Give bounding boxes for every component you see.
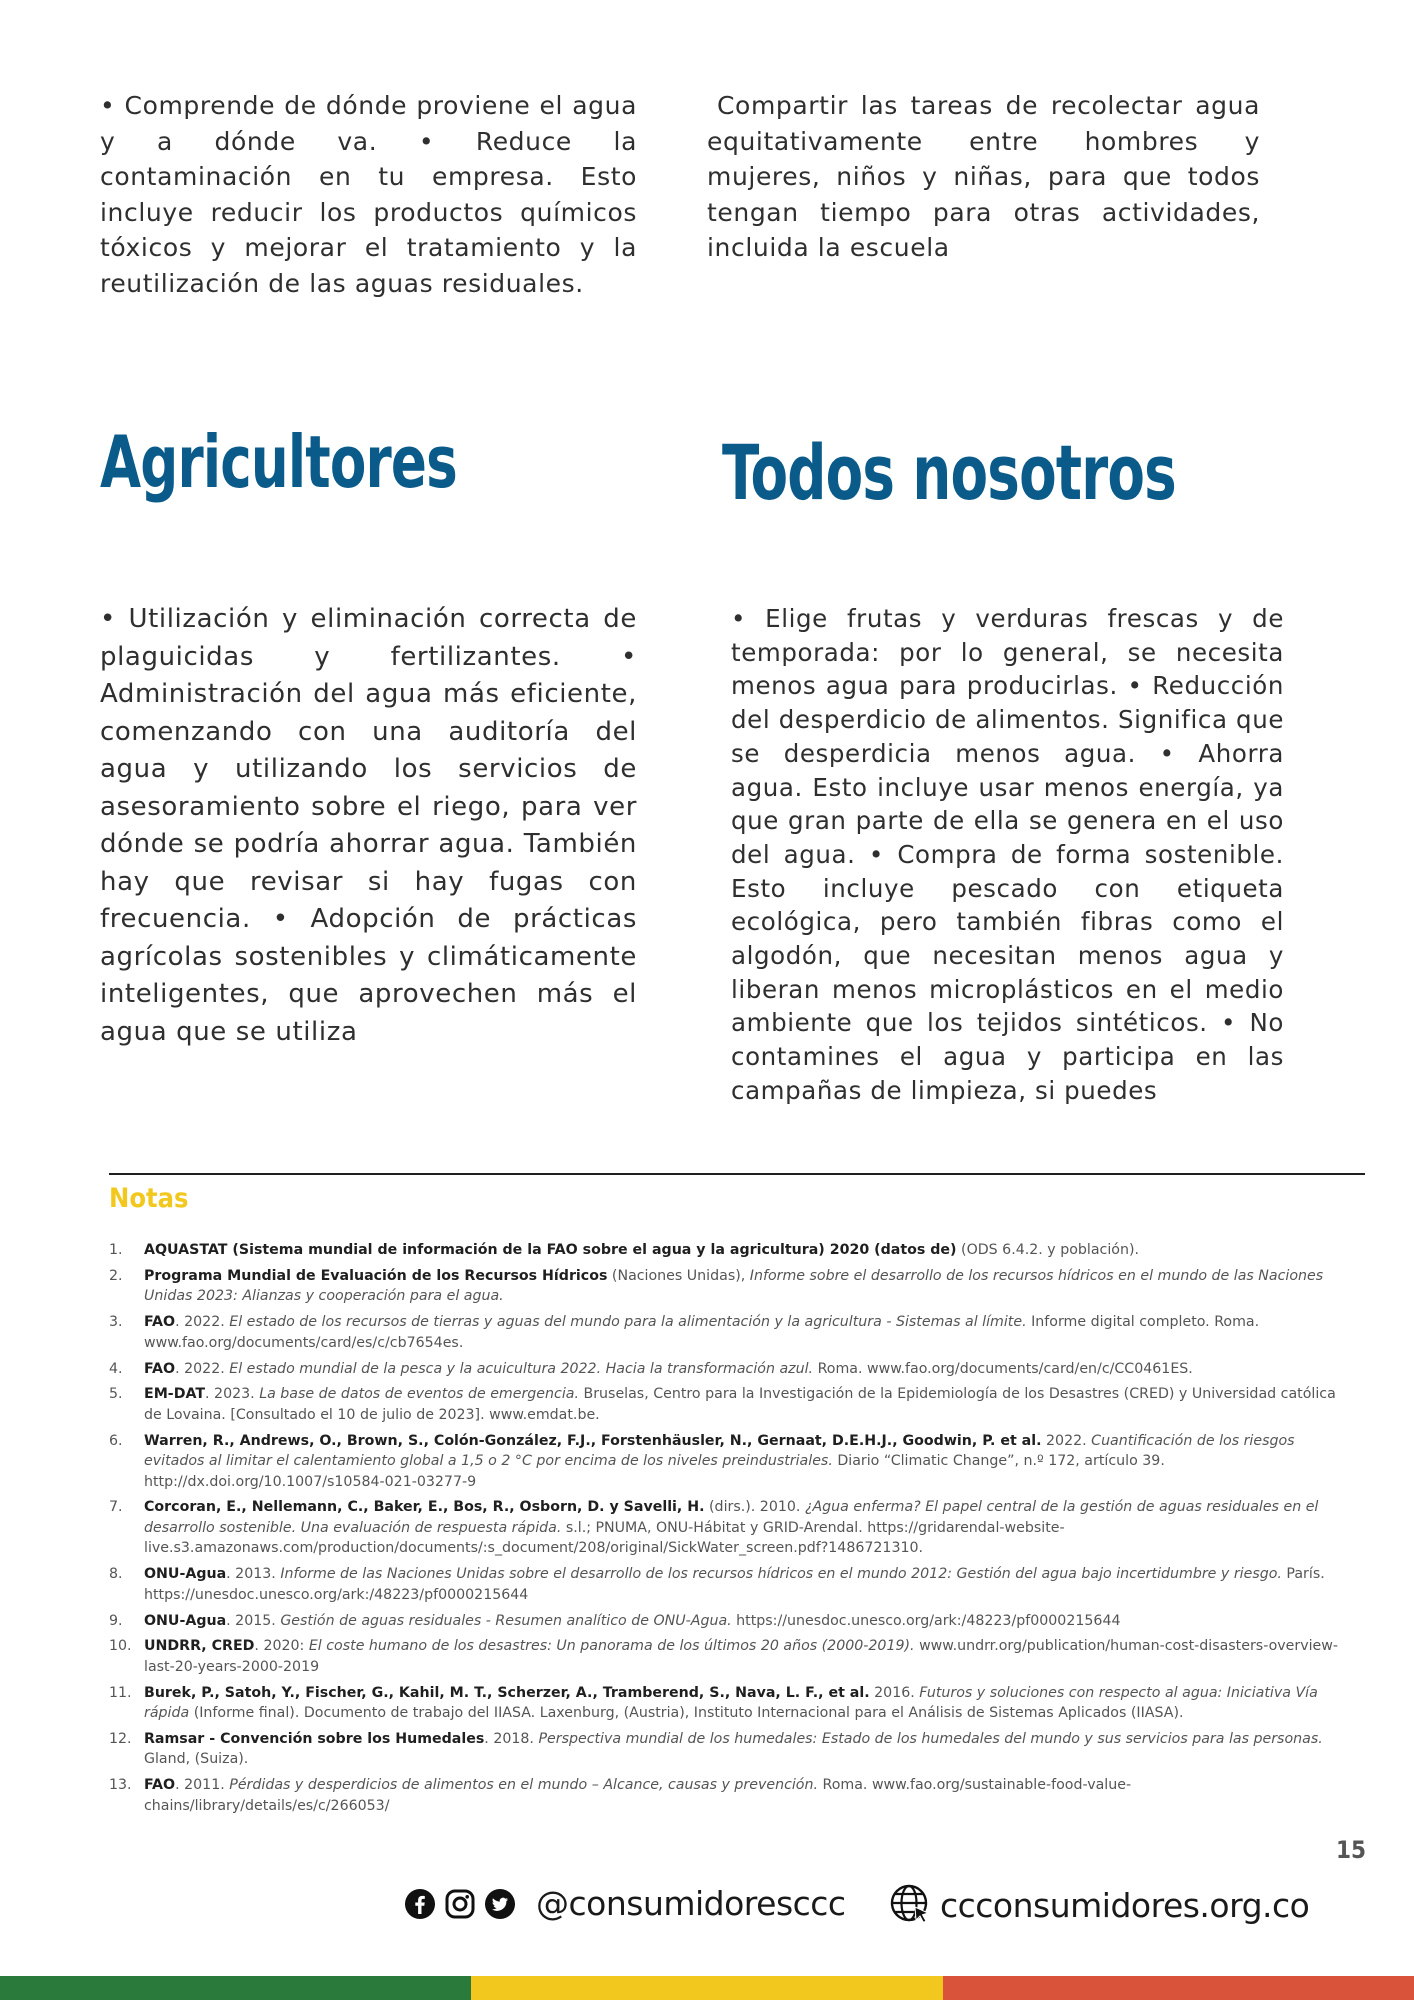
note-date: . 2018. [484, 1731, 539, 1748]
note-date: . 2022. [175, 1314, 230, 1331]
note-author: ONU-Agua [144, 1612, 227, 1629]
note-item [109, 1636, 1353, 1677]
social-links [404, 1884, 846, 1923]
note-text [144, 1564, 1353, 1605]
note-title: Gestión de aguas residuales - Resumen analítico de ONU-Agua. [280, 1612, 732, 1629]
note-date: (ODS 6.4.2. y población). [956, 1242, 1139, 1258]
note-item [109, 1359, 1353, 1379]
footer-bar-red [943, 1976, 1414, 2000]
note-text [144, 1683, 1353, 1724]
note-author: ONU-Agua [144, 1566, 227, 1583]
note-number: 9. [109, 1612, 123, 1629]
social-handle[interactable]: @consumidoresccc [536, 1884, 846, 1923]
note-source: Gland, (Suiza). [144, 1751, 249, 1768]
notes-title: Notas [109, 1183, 189, 1214]
note-source: Informe digital completo. Roma. www.fao.org/documents/card/es/c/cb7654es. [144, 1314, 1260, 1351]
note-title: Informe de las Naciones Unidas sobre el desarrollo de los recursos hídricos en el mundo 2012: Gestión del agua bajo incertidumbre y riesgo. [280, 1566, 1282, 1583]
note-date: . 2022. [175, 1360, 230, 1377]
note-number: 2. [109, 1267, 123, 1284]
note-date: (dirs.). 2010. [704, 1499, 805, 1516]
instagram-icon[interactable] [444, 1888, 476, 1920]
top-left-paragraph: • Comprende de dónde proviene el agua y a dónde va. • Reduce la contaminación en tu empresa. Esto incluye reducir los productos químicos tóxicos y mejorar el tratamiento y la reutilización de las aguas residuales. [100, 91, 637, 298]
note-text [144, 1312, 1353, 1353]
note-text [144, 1384, 1353, 1425]
note-title: El estado mundial de la pesca y la acuicultura 2022. Hacia la transformación azul. [229, 1360, 814, 1377]
note-source: Roma. www.fao.org/sustainable-food-value-chains/library/details/es/c/266053/ [144, 1777, 1132, 1814]
top-right-paragraph: Compartir las tareas de recolectar agua equitativamente entre hombres y mujeres, niños y niñas, para que todos tengan tiempo para otras actividades, incluida la escuela [707, 91, 1260, 262]
heading-agricultores: Agricultores [100, 420, 457, 504]
heading-todos-nosotros: Todos nosotros [722, 428, 1176, 517]
todos-nosotros-body: • Elige frutas y verduras frescas y de temporada: por lo general, se necesita menos agua para producirlas. • Reducción del desperdicio de alimentos. Significa que se desperdicia menos agua. • Ahorra agua. Esto incluye usar menos energía, ya que gran parte de ella se genera en el uso del agua. • Compra de forma sostenible. Esto incluye pescado con etiqueta ecológica, pero también fibras como el algodón, que necesitan menos agua y liberan menos microplásticos en el medio ambiente que los tejidos sintéticos. • No contamines el agua y participa en las campañas de limpieza, si puedes [731, 604, 1284, 1105]
note-number: 4. [109, 1360, 123, 1377]
note-text [144, 1266, 1353, 1307]
notes-divider [109, 1173, 1365, 1175]
note-text [144, 1431, 1353, 1492]
footer-bar-yellow [471, 1976, 943, 2000]
notes-list [109, 1240, 1353, 1822]
note-number: 1. [109, 1242, 123, 1258]
note-source: s.l.; PNUMA, ONU-Hábitat y GRID-Arendal. https://gridarendal-website-live.s3.amazonaws.com/production/documents/:s_document/208/original/SickWater_screen.pdf?1486721310. [144, 1519, 1065, 1557]
note-author: Ramsar - Convención sobre los Humedales [144, 1731, 485, 1748]
note-item [109, 1266, 1353, 1307]
website-link[interactable] [888, 1882, 1309, 1928]
note-source: París. https://unesdoc.unesco.org/ark:/48223/pf0000215644 [144, 1566, 1325, 1603]
note-number: 8. [109, 1566, 123, 1583]
note-author: Programa Mundial de Evaluación de los Recursos Hídricos [144, 1267, 608, 1284]
note-date: . 2020: [254, 1638, 309, 1655]
note-title: ¿Agua enferma? El papel central de la gestión de aguas residuales en el desarrollo sostenible. Una evaluación de respuesta rápida. [144, 1499, 1319, 1536]
note-item [109, 1431, 1353, 1492]
note-title: Pérdidas y desperdicios de alimentos en el mundo – Alcance, causas y prevención. [229, 1777, 818, 1794]
note-text [144, 1497, 1353, 1558]
globe-cursor-icon [888, 1882, 934, 1928]
note-date: . 2015. [226, 1612, 281, 1629]
note-source: Roma. www.fao.org/documents/card/en/c/CC0461ES. [813, 1360, 1193, 1377]
note-item [109, 1312, 1353, 1353]
note-item [109, 1775, 1353, 1816]
note-item [109, 1564, 1353, 1605]
note-number: 10. [109, 1638, 132, 1655]
note-title: Futuros y soluciones con respecto al agua: Iniciativa Vía rápida [144, 1684, 1318, 1722]
note-number: 5. [109, 1386, 123, 1403]
note-text [144, 1240, 1353, 1260]
facebook-icon[interactable] [404, 1888, 436, 1920]
note-source: Diario “Climatic Change”, n.º 172, artículo 39. http://dx.doi.org/10.1007/s10584-021-03277-9 [144, 1453, 1165, 1490]
note-author: Burek, P., Satoh, Y., Fischer, G., Kahil, M. T., Scherzer, A., Tramberend, S., Nava, L. F., et al. [144, 1684, 870, 1701]
agricultores-body: • Utilización y eliminación correcta de plaguicidas y fertilizantes. • Administración del agua más eficiente, comenzando con una auditoría del agua y utilizando los servicios de asesoramiento sobre el riego, para ver dónde se podría ahorrar agua. También hay que revisar si hay fugas con frecuencia. • Adopción de prácticas agrícolas sostenibles y climáticamente inteligentes, que aprovechen más el agua que se utiliza [100, 604, 637, 1047]
note-title: La base de datos de eventos de emergencia. [259, 1386, 579, 1403]
note-item [109, 1384, 1353, 1425]
note-date: (Naciones Unidas), [607, 1267, 750, 1284]
note-item [109, 1240, 1353, 1260]
note-source: https://unesdoc.unesco.org/ark:/48223/pf0000215644 [731, 1612, 1121, 1629]
page-number: 15 [1335, 1836, 1366, 1864]
website-url[interactable]: ccconsumidores.org.co [940, 1885, 1310, 1925]
note-title: El estado de los recursos de tierras y aguas del mundo para la alimentación y la agricultura - Sistemas al límite. [229, 1314, 1027, 1331]
note-item [109, 1497, 1353, 1558]
note-date: . 2011. [175, 1777, 230, 1794]
note-text [144, 1636, 1353, 1677]
note-author: Corcoran, E., Nellemann, C., Baker, E., Bos, R., Osborn, D. y Savelli, H. [144, 1499, 705, 1516]
note-author: Warren, R., Andrews, O., Brown, S., Colón-González, F.J., Forstenhäusler, N., Gernaat, D.E.H.J., Goodwin, P. et al. [144, 1432, 1042, 1449]
note-title: Cuantificación de los riesgos evitados al limitar el calentamiento global a 1,5 o 2 °C por encima de los niveles preindustriales. [144, 1432, 1295, 1470]
note-item [109, 1611, 1353, 1631]
note-source: (Informe final). Documento de trabajo del IIASA. Laxenburg, (Austria), Instituto Internacional para el Análisis de Sistemas Aplicados (IIASA). [189, 1705, 1184, 1722]
note-item [109, 1729, 1353, 1770]
note-title: El coste humano de los desastres: Un panorama de los últimos 20 años (2000-2019). [308, 1638, 915, 1655]
twitter-icon[interactable] [484, 1888, 516, 1920]
note-number: 12. [109, 1731, 132, 1748]
note-number: 6. [109, 1432, 123, 1449]
note-number: 7. [109, 1499, 123, 1516]
note-source: www.undrr.org/publication/human-cost-disasters-overview-last-20-years-2000-2019 [144, 1638, 1339, 1675]
note-author: FAO [144, 1360, 176, 1377]
note-date: 2022. [1041, 1432, 1092, 1449]
note-author: UNDRR, CRED [144, 1638, 255, 1655]
note-text [144, 1775, 1353, 1816]
note-source: Bruselas, Centro para la Investigación de la Epidemiología de los Desastres (CRED) y Universidad católica de Lovaina. [Consultado el 10 de julio de 2023]. www.emdat.be. [144, 1386, 1336, 1423]
note-number: 3. [109, 1314, 123, 1331]
note-author: FAO [144, 1777, 176, 1794]
note-number: 13. [109, 1777, 132, 1794]
note-author: EM-DAT [144, 1386, 206, 1403]
note-date: . 2013. [226, 1566, 281, 1583]
note-number: 11. [109, 1684, 132, 1701]
note-text [144, 1359, 1353, 1379]
footer-bar-green [0, 1976, 471, 2000]
note-author: AQUASTAT (Sistema mundial de información de la FAO sobre el agua y la agricultura) 2020 (datos de) [144, 1242, 957, 1258]
note-text [144, 1611, 1353, 1631]
note-date: . 2023. [205, 1386, 260, 1403]
note-item [109, 1683, 1353, 1724]
note-date: 2016. [869, 1684, 920, 1701]
note-text [144, 1729, 1353, 1770]
note-title: Perspectiva mundial de los humedales: Estado de los humedales del mundo y sus servicios para las personas. [538, 1731, 1323, 1748]
note-title: Informe sobre el desarrollo de los recursos hídricos en el mundo de las Naciones Unidas 2023: Alianzas y cooperación para el agua. [144, 1267, 1324, 1305]
note-author: FAO [144, 1314, 176, 1331]
